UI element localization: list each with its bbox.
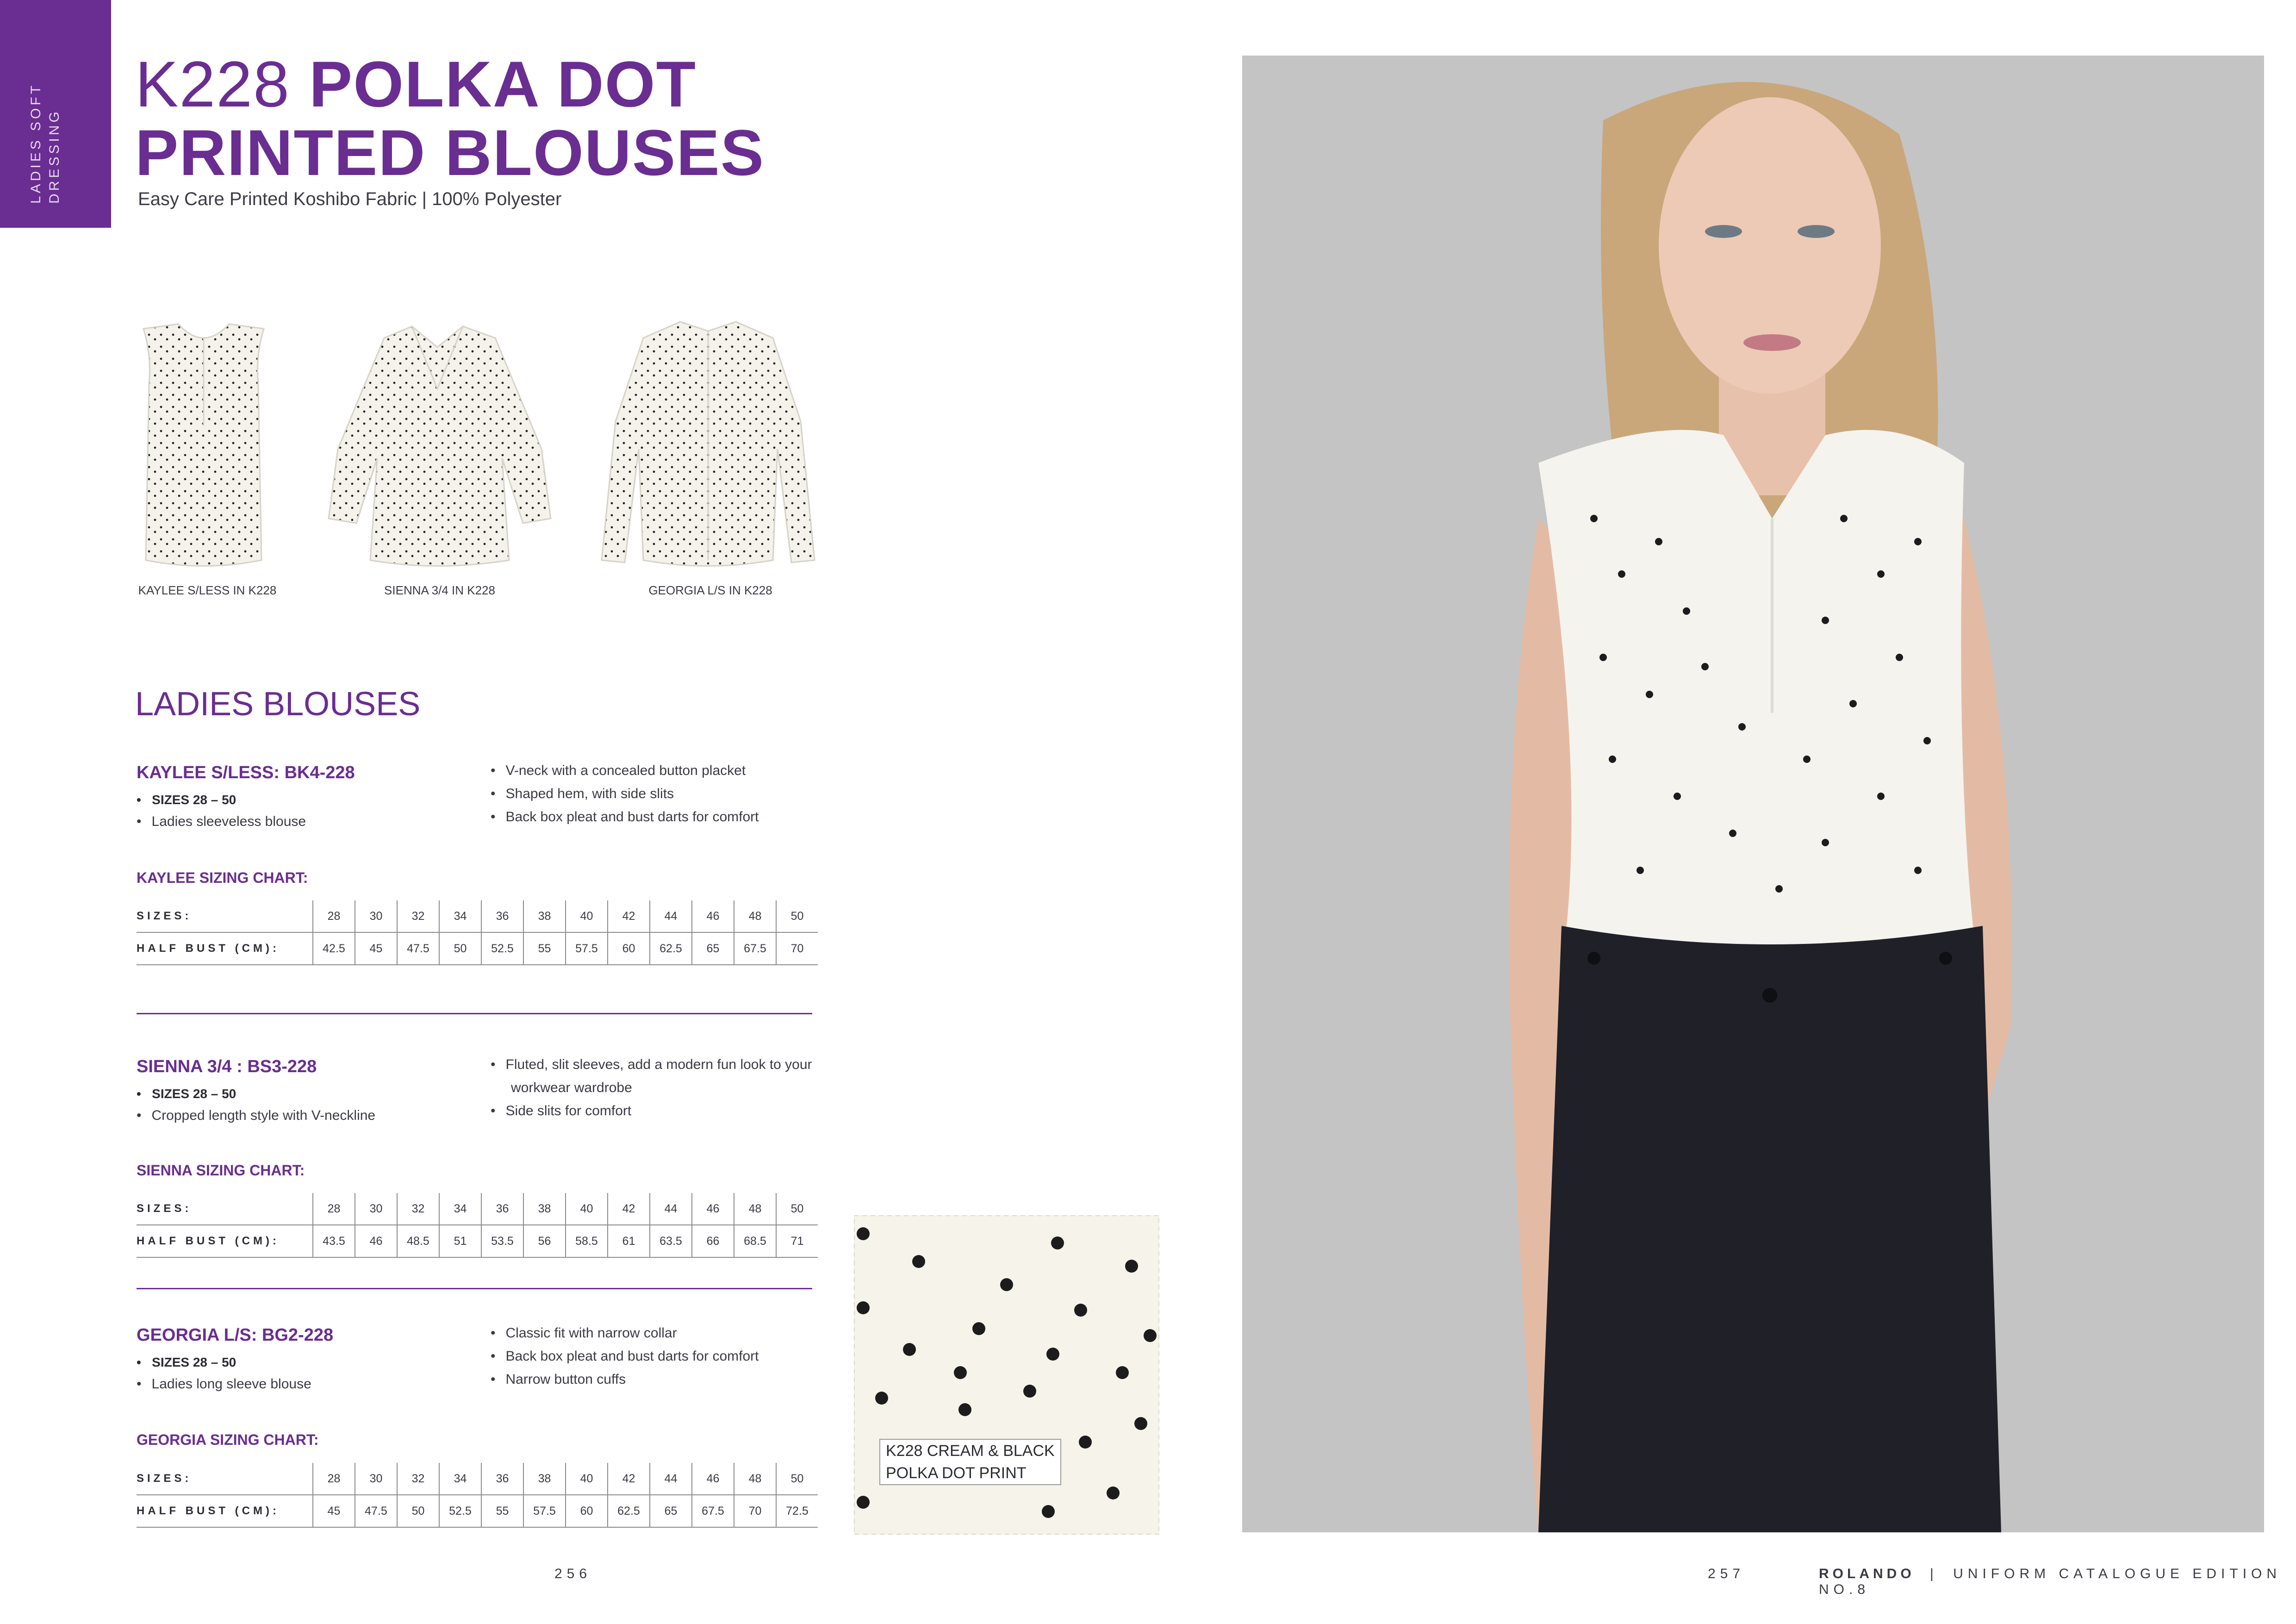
side-tab-label: LADIES SOFT DRESSING [28, 83, 62, 204]
table-cell: 61 [608, 1225, 650, 1257]
table-cell: 46 [692, 900, 734, 932]
georgia-garment-image [597, 319, 819, 569]
page-number-right: 257 [1708, 1566, 1745, 1581]
table-cell: 52.5 [439, 1495, 481, 1527]
bust-row-label: HALF BUST (CM): [137, 1225, 313, 1257]
table-cell: 70 [734, 1495, 776, 1527]
table-cell: 28 [313, 900, 355, 932]
table-cell: 47.5 [397, 932, 439, 965]
table-cell: 32 [397, 900, 439, 932]
feature-item: • V-neck with a concealed button placket [491, 759, 824, 782]
table-cell: 60 [608, 932, 650, 965]
table-cell: 53.5 [481, 1225, 523, 1257]
product-title: GEORGIA L/S: BG2-228 [137, 1325, 334, 1345]
table-cell: 50 [776, 1193, 818, 1225]
table-cell: 42 [608, 900, 650, 932]
table-cell: 34 [439, 1193, 481, 1225]
sizes-row [137, 1463, 818, 1495]
bust-row [137, 1495, 818, 1527]
product-code: K228 [135, 48, 290, 120]
table-cell: 46 [692, 1193, 734, 1225]
table-cell: 42.5 [313, 932, 355, 965]
table-cell: 50 [776, 900, 818, 932]
sizes-row-label: SIZES: [137, 900, 313, 932]
feature-item: • Narrow button cuffs [491, 1368, 824, 1391]
table-cell: 70 [776, 932, 818, 965]
table-cell: 43.5 [313, 1225, 355, 1257]
page-title [135, 50, 765, 187]
feature-list [491, 759, 824, 829]
table-cell: 38 [523, 900, 566, 932]
table-cell: 72.5 [776, 1495, 818, 1527]
product-sizes: • SIZES 28 – 50 [137, 1087, 236, 1101]
sizes-row-label: SIZES: [137, 1193, 313, 1225]
sizes-row-label: SIZES: [137, 1463, 313, 1495]
fabric-subtitle: Easy Care Printed Koshibo Fabric | 100% Polyester [138, 189, 562, 209]
table-cell: 47.5 [355, 1495, 397, 1527]
feature-list [491, 1053, 815, 1123]
divider [137, 1288, 812, 1289]
product-title: KAYLEE S/LESS: BK4-228 [137, 763, 355, 782]
product-sizes: • SIZES 28 – 50 [137, 793, 236, 807]
table-cell: 32 [397, 1193, 439, 1225]
table-cell: 38 [523, 1463, 566, 1495]
table-cell: 57.5 [523, 1495, 566, 1527]
kaylee-garment-image [134, 319, 273, 569]
table-cell: 67.5 [734, 932, 776, 965]
fabric-swatch [854, 1215, 1159, 1535]
swatch-label-line-1: K228 CREAM & BLACK [886, 1442, 1055, 1460]
title-line-2: PRINTED BLOUSES [135, 116, 765, 189]
bust-row-label: HALF BUST (CM): [137, 932, 313, 965]
table-cell: 36 [481, 1193, 523, 1225]
table-cell: 52.5 [481, 932, 523, 965]
side-tab [0, 0, 111, 228]
bust-row [137, 1225, 818, 1257]
section-title: LADIES BLOUSES [135, 686, 421, 723]
garment-caption: KAYLEE S/LESS IN K228 [138, 583, 277, 597]
swatch-label [879, 1439, 1061, 1485]
table-cell: 71 [776, 1225, 818, 1257]
table-cell: 58.5 [566, 1225, 608, 1257]
table-cell: 45 [355, 932, 397, 965]
model-photo [1242, 56, 2264, 1532]
table-cell: 62.5 [650, 932, 692, 965]
footer-separator: | [1930, 1566, 1938, 1581]
table-cell: 40 [566, 900, 608, 932]
title-line-1: POLKA DOT [309, 48, 697, 120]
product-description: • Ladies long sleeve blouse [137, 1373, 311, 1396]
footer-edition [1819, 1566, 2296, 1598]
table-cell: 38 [523, 1193, 566, 1225]
table-cell: 60 [566, 1495, 608, 1527]
table-cell: 67.5 [692, 1495, 734, 1527]
feature-item: • Classic fit with narrow collar [491, 1322, 824, 1345]
product-description: • Cropped length style with V-neckline [137, 1104, 375, 1127]
feature-item: • Shaped hem, with side slits [491, 782, 824, 806]
table-cell: 63.5 [650, 1225, 692, 1257]
feature-item: • Back box pleat and bust darts for comfort [491, 806, 824, 829]
garment-caption: SIENNA 3/4 IN K228 [384, 583, 495, 597]
table-cell: 51 [439, 1225, 481, 1257]
table-cell: 50 [776, 1463, 818, 1495]
garment-caption: GEORGIA L/S IN K228 [648, 583, 772, 597]
table-cell: 42 [608, 1193, 650, 1225]
table-cell: 45 [313, 1495, 355, 1527]
sizing-chart-table [137, 900, 818, 965]
table-cell: 30 [355, 1463, 397, 1495]
sizing-chart-table [137, 1463, 818, 1528]
table-cell: 32 [397, 1463, 439, 1495]
table-cell: 42 [608, 1463, 650, 1495]
table-cell: 34 [439, 900, 481, 932]
table-cell: 50 [397, 1495, 439, 1527]
table-cell: 55 [523, 932, 566, 965]
product-title: SIENNA 3/4 : BS3-228 [137, 1057, 317, 1076]
product-sizes: • SIZES 28 – 50 [137, 1355, 236, 1369]
table-cell: 48.5 [397, 1225, 439, 1257]
table-cell: 46 [692, 1463, 734, 1495]
table-cell: 46 [355, 1225, 397, 1257]
product-description: • Ladies sleeveless blouse [137, 810, 306, 833]
bust-row [137, 932, 818, 965]
table-cell: 56 [523, 1225, 566, 1257]
sienna-garment-image [319, 319, 560, 569]
feature-item: • Side slits for comfort [491, 1099, 815, 1123]
table-cell: 55 [481, 1495, 523, 1527]
table-cell: 65 [650, 1495, 692, 1527]
table-cell: 36 [481, 900, 523, 932]
table-cell: 65 [692, 932, 734, 965]
table-cell: 62.5 [608, 1495, 650, 1527]
bust-row-label: HALF BUST (CM): [137, 1495, 313, 1527]
table-cell: 50 [439, 932, 481, 965]
table-cell: 48 [734, 1193, 776, 1225]
sizing-chart-title: KAYLEE SIZING CHART: [137, 869, 308, 886]
swatch-label-line-2: POLKA DOT PRINT [886, 1464, 1027, 1482]
feature-item: • Fluted, slit sleeves, add a modern fun look to your workwear wardrobe [491, 1053, 815, 1099]
table-cell: 66 [692, 1225, 734, 1257]
table-cell: 28 [313, 1193, 355, 1225]
sizing-chart-table [137, 1193, 818, 1258]
sizes-row [137, 1193, 818, 1225]
table-cell: 44 [650, 1193, 692, 1225]
table-cell: 48 [734, 900, 776, 932]
feature-item: • Back box pleat and bust darts for comfort [491, 1345, 824, 1368]
table-cell: 57.5 [566, 932, 608, 965]
page-number-left: 256 [554, 1566, 592, 1581]
table-cell: 48 [734, 1463, 776, 1495]
feature-list [491, 1322, 824, 1391]
table-cell: 28 [313, 1463, 355, 1495]
sizing-chart-title: GEORGIA SIZING CHART: [137, 1431, 319, 1448]
table-cell: 40 [566, 1463, 608, 1495]
table-cell: 68.5 [734, 1225, 776, 1257]
table-cell: 40 [566, 1193, 608, 1225]
table-cell: 36 [481, 1463, 523, 1495]
table-cell: 30 [355, 900, 397, 932]
table-cell: 30 [355, 1193, 397, 1225]
table-cell: 44 [650, 900, 692, 932]
divider [137, 1013, 812, 1014]
brand-name: ROLANDO [1819, 1566, 1915, 1581]
table-cell: 34 [439, 1463, 481, 1495]
sizing-chart-title: SIENNA SIZING CHART: [137, 1162, 305, 1179]
table-cell: 44 [650, 1463, 692, 1495]
edition-text: UNIFORM CATALOGUE EDITION NO.8 [1819, 1566, 2282, 1597]
sizes-row [137, 900, 818, 932]
